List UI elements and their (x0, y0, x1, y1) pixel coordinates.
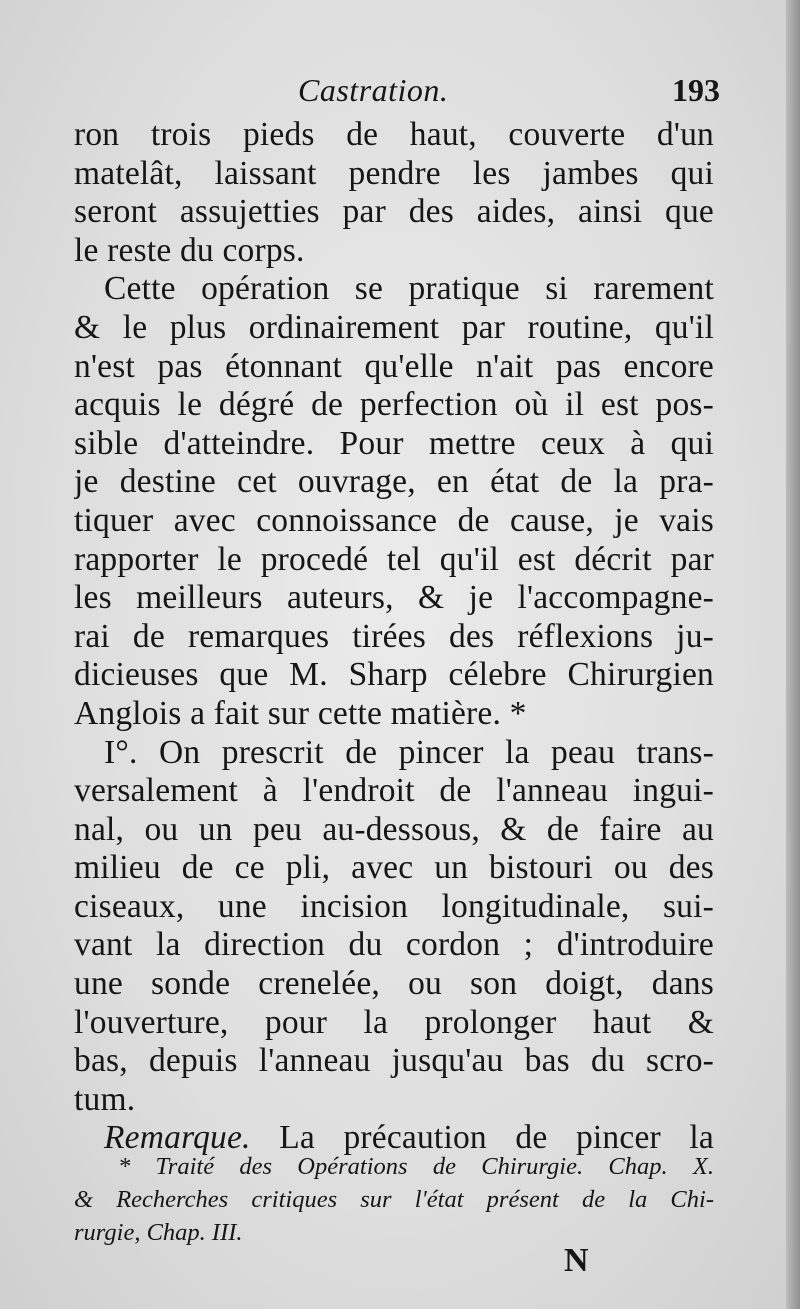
text-line: Anglois a fait sur cette matière. * (74, 694, 527, 732)
text-line: Cette opération se pratique si rarement (104, 270, 714, 308)
text-line: nal, ou un peu au-dessous, & de faire au (74, 810, 714, 848)
text-line: tum. (74, 1080, 136, 1118)
text-line: le reste du corps. (74, 231, 305, 269)
text-line: n'est pas étonnant qu'elle n'ait pas encore (74, 347, 714, 385)
text-line: je destine cet ouvrage, en état de la pra- (74, 463, 714, 501)
text-line: matelât, laissant pendre les jambes qui (74, 154, 714, 192)
text-line: une sonde crenelée, ou son doigt, dans (74, 965, 714, 1003)
text-line: rai de remarques tirées des réflexions ju- (74, 617, 714, 655)
text-line: versalement à l'endroit de l'anneau ingui- (74, 772, 714, 810)
text-line: acquis le dégré de perfection où il est pos- (74, 386, 714, 424)
text-line: milieu de ce pli, avec un bistouri ou des (74, 849, 714, 887)
text-line: les meilleurs auteurs, & je l'accompagne- (74, 579, 714, 617)
text-line: l'ouverture, pour la prolonger haut & (74, 1003, 714, 1041)
text-line: ciseaux, une incision longitudinale, sui- (74, 887, 714, 925)
text-line: I°. On prescrit de pincer la peau trans- (104, 733, 714, 771)
text-line: & le plus ordinairement par routine, qu'il (74, 308, 714, 346)
page-edge-shadow (786, 0, 800, 1309)
running-header (70, 72, 720, 116)
text-line: ron trois pieds de haut, couverte d'un (74, 116, 714, 153)
main-text (74, 116, 714, 1158)
footnotes (74, 1150, 714, 1249)
running-title: Castration. (298, 72, 449, 108)
remark-text: La précaution de pincer la (279, 1119, 714, 1157)
text-line: rapporter le procedé tel qu'il est décrit par (74, 540, 714, 578)
footnote-line: rurgie, Chap. III. (74, 1219, 243, 1246)
text-line: tiquer avec connoissance de cause, je vais (74, 501, 714, 539)
text-line: vant la direction du cordon ; d'introduire (74, 926, 714, 964)
text-line: bas, depuis l'anneau jusqu'au bas du scro- (74, 1042, 714, 1080)
text-line: dicieuses que M. Sharp célebre Chirurgien (74, 656, 714, 694)
footnote-line: * Traité des Opérations de Chirurgie. Chap. X. (118, 1153, 714, 1180)
text-line: seront assujetties par des aides, ainsi que (74, 193, 714, 231)
page-number: 193 (672, 72, 720, 108)
remark-label: Remarque. (104, 1119, 251, 1157)
footnote-line: & Recherches critiques sur l'état présent de la Chi- (74, 1186, 714, 1213)
signature-mark: N (564, 1242, 589, 1279)
text-line: sible d'atteindre. Pour mettre ceux à qui (74, 424, 714, 462)
